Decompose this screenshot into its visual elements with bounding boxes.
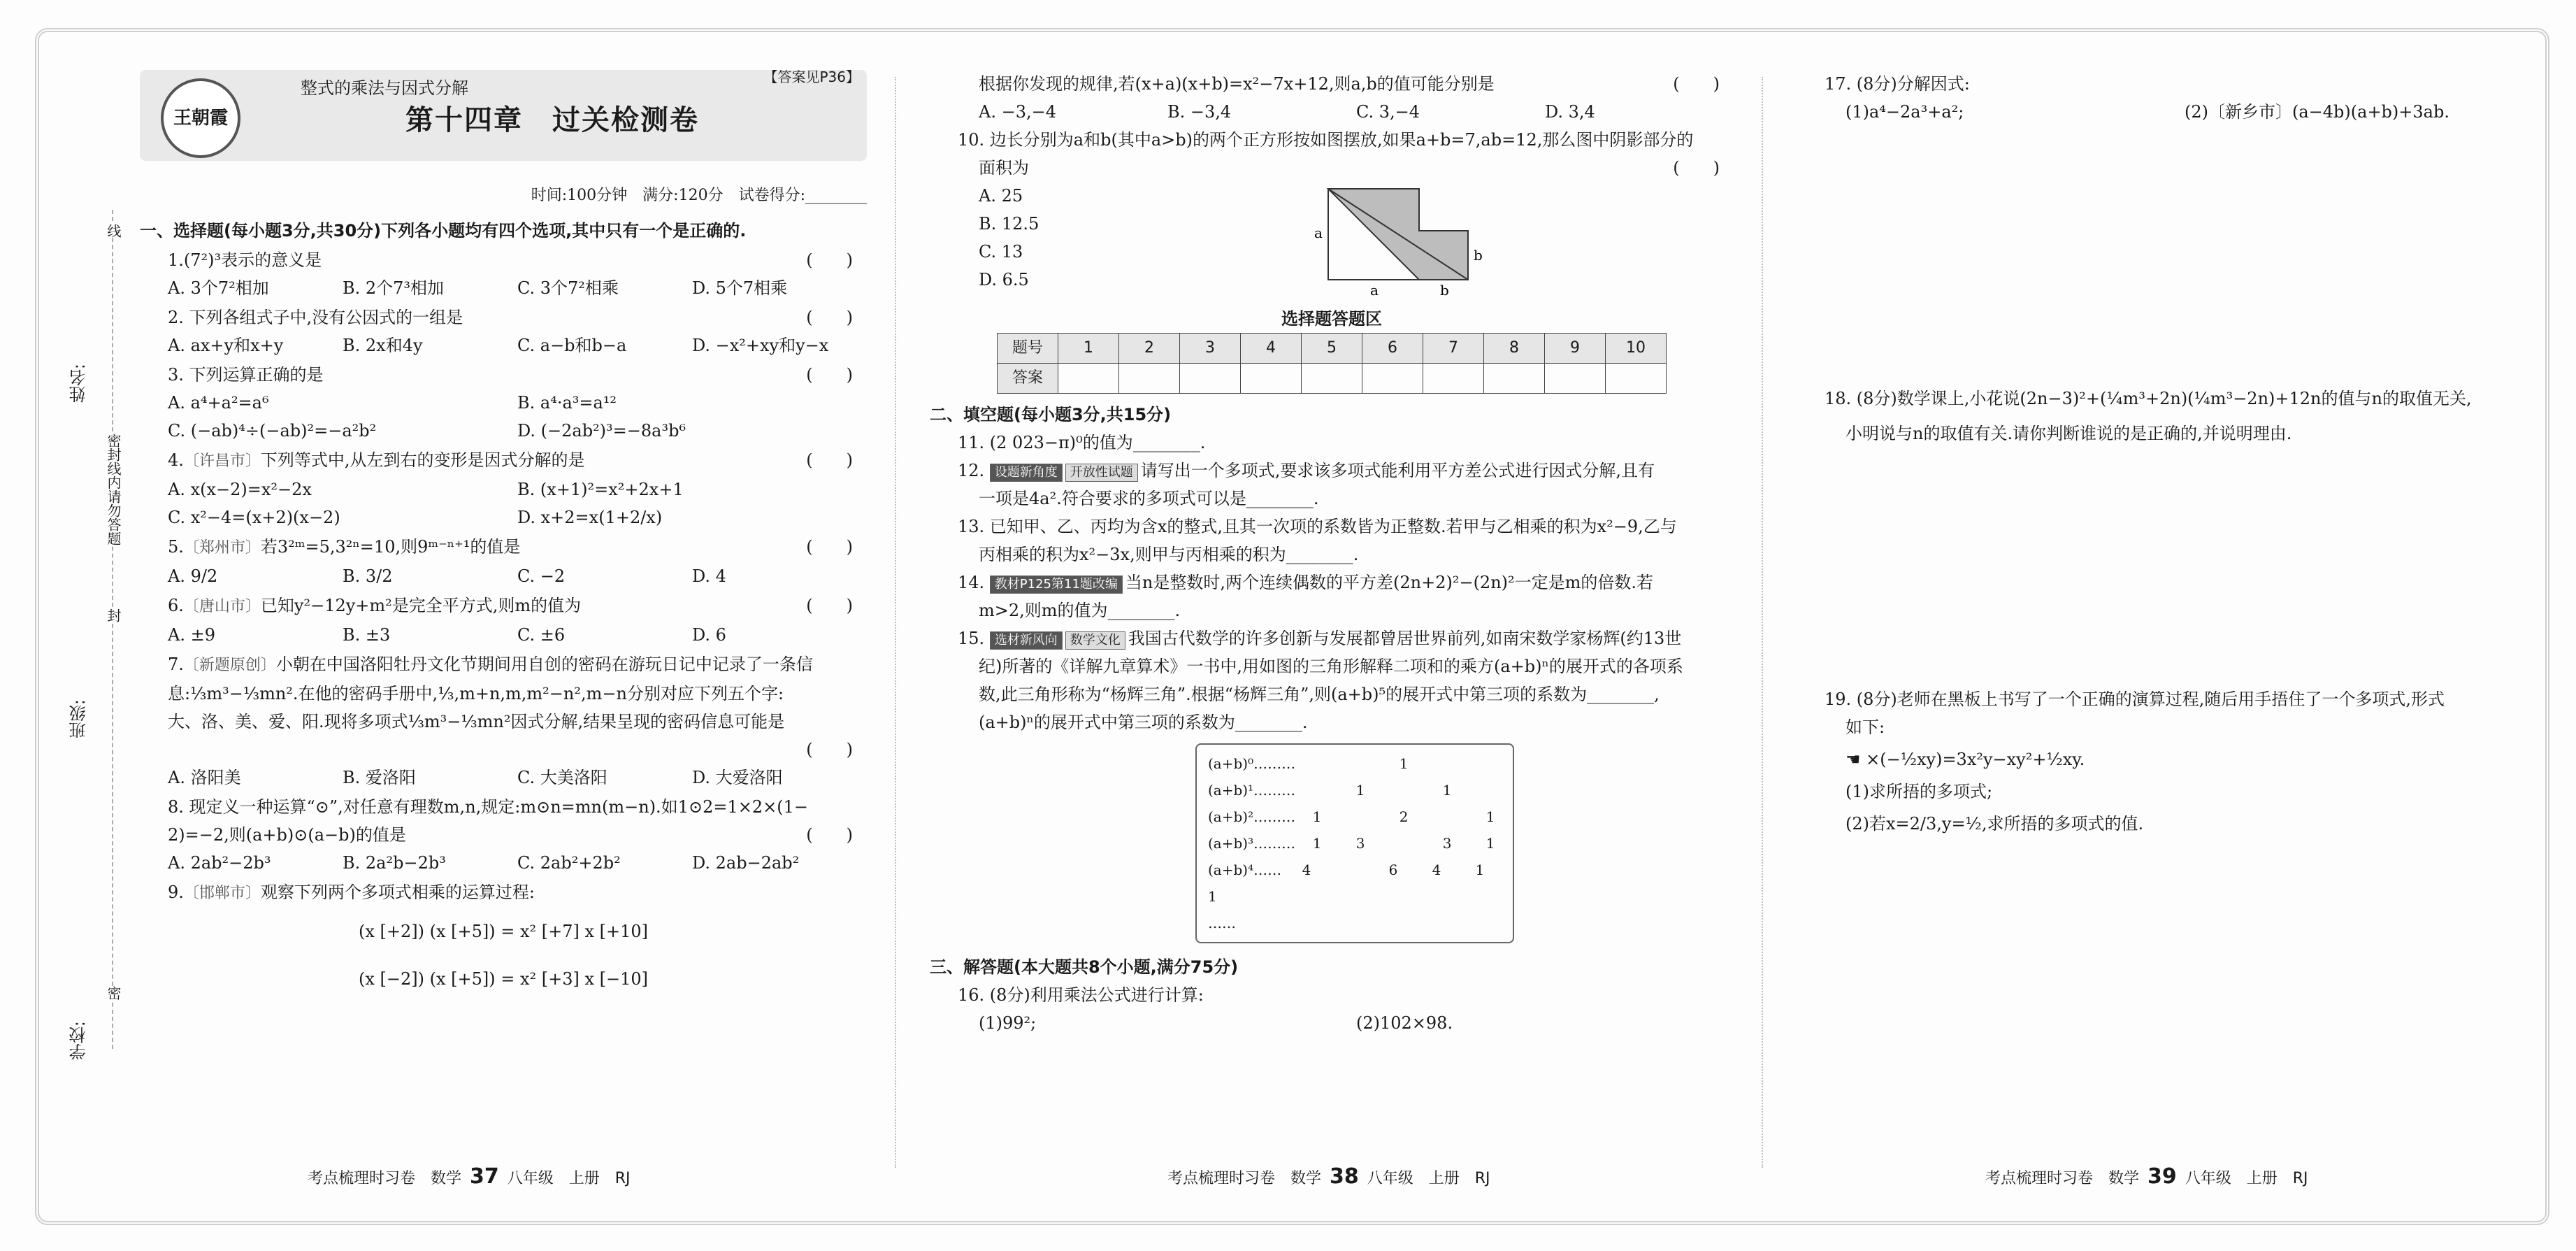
seal-note-4: 密	[103, 986, 124, 1000]
q10-squares-figure	[1300, 182, 1510, 301]
answer-cell[interactable]	[1241, 364, 1302, 394]
question-17: 17. (8分)分解因式:	[1825, 74, 1970, 94]
q3-options-ab: A. a⁴+a²=a⁶ B. a⁴·a³=a¹²	[168, 393, 617, 413]
question-14: 14. 教材P125第11题改编 当n是整数时,两个连续偶数的平方差(2n+2)²−(2n)²一定是m的倍数.若	[958, 573, 1654, 592]
pascal-row: (a+b)⁰……… 1	[1208, 755, 1409, 772]
answer-cell[interactable]	[1180, 364, 1241, 394]
question-6: ( ) 6.〔唐山市〕已知y²−12y+m²是完全平方式,则m的值为	[168, 596, 853, 615]
q10-options: A. 25 B. 12.5 C. 13 D. 6.5	[979, 186, 1039, 289]
name-label: 姓名:	[69, 364, 89, 403]
answer-table-header-row: 题号 1 2 3 4 5 6 7 8 9 10	[998, 334, 1667, 364]
chapter-title: 第十四章 过关检测卷	[405, 104, 699, 136]
answer-area-title: 选择题答题区	[1281, 309, 1382, 329]
q13-line-2: 丙相乘的积为x²−3x,则甲与丙相乘的积为________.	[979, 545, 1359, 564]
q4-options-cd: C. x²−4=(x+2)(x−2) D. x+2=x(1+2/x)	[168, 508, 663, 527]
question-18: 18. (8分)数学课上,小花说(2n−3)²+(¼m³+2n)(¼m³−2n)+12n的值与n的取值无关,	[1825, 389, 2472, 408]
answer-cell[interactable]	[1058, 364, 1119, 394]
column-2	[930, 70, 1734, 1161]
q4-options-ab: A. x(x−2)=x²−2x B. (x+1)²=x²+2x+1	[168, 480, 684, 499]
subject-title: 整式的乘法与因式分解	[301, 78, 468, 98]
section-3-title: 三、解答题(本大题共8个小题,满分75分)	[930, 957, 1239, 977]
answer-cell[interactable]	[1119, 364, 1180, 394]
q16-parts: (1)99²; (2)102×98.	[979, 1013, 1453, 1033]
answer-table	[997, 333, 1667, 394]
q9-expression-2: (x [−2]) (x [+5]) = x² [+3] x [−10]	[358, 969, 649, 989]
class-label: 班级:	[69, 699, 89, 739]
q19-line-2: 如下:	[1845, 717, 1885, 737]
column-3	[1825, 70, 2524, 1161]
answer-cell[interactable]	[1606, 364, 1667, 394]
q12-line-2: 一项是4a².符合要求的多项式可以是________.	[979, 489, 1319, 508]
column-divider-2	[1762, 77, 1763, 1168]
exam-meta: 时间:100分钟 满分:120分 试卷得分:________	[531, 187, 867, 204]
seal-note-2: 密封线内请勿答题	[103, 434, 124, 545]
question-3: ( ) 3. 下列运算正确的是	[168, 365, 853, 385]
q19-part-2: (2)若x=2/3,y=½,求所捂的多项式的值.	[1845, 814, 2144, 834]
q2-options: A. ax+y和x+y B. 2x和4y C. a−b和b−a D. −x²+xy和y−x	[168, 336, 829, 355]
column-divider-1	[895, 77, 896, 1168]
question-5: ( ) 5.〔郑州市〕若3²ᵐ=5,3²ⁿ=10,则9ᵐ⁻ⁿ⁺¹的值是	[168, 537, 853, 557]
q18-line-2: 小明说与n的取值有关.请你判断谁说的是正确的,并说明理由.	[1845, 424, 2292, 443]
q10-body	[930, 182, 1734, 301]
q9-options: A. −3,−4 B. −3,4 C. 3,−4 D. 3,4	[979, 102, 1595, 122]
svg-text:a: a	[1370, 282, 1379, 299]
answer-cell[interactable]	[1545, 364, 1606, 394]
footer-page-37: 考点梳理时习卷 数学 37 八年级 上册 RJ	[308, 1164, 631, 1189]
question-10: 10. 边长分别为a和b(其中a>b)的两个正方形按如图摆放,如果a+b=7,ab=12,那么图中阴影部分的	[958, 130, 1694, 150]
answer-cell[interactable]	[1423, 364, 1484, 394]
logo: 王朝霞	[161, 78, 240, 158]
pascal-row: (a+b)³……… 1 3 3 1	[1208, 835, 1495, 852]
q9-continued: ( ) 根据你发现的规律,若(x+a)(x+b)=x²−7x+12,则a,b的值可能分别是	[979, 74, 1720, 94]
q5-options: A. 9/2 B. 3/2 C. −2 D. 4	[168, 566, 726, 586]
answer-cell[interactable]	[1362, 364, 1423, 394]
seal-note-3: 封	[103, 608, 124, 622]
q9-expression-1: (x [+2]) (x [+5]) = x² [+7] x [+10]	[358, 922, 649, 941]
pascal-dots: ……	[1208, 915, 1236, 931]
question-12: 12. 设题新角度 开放性试题 请写出一个多项式,要求该多项式能利用平方差公式进行因式分解,且有	[958, 461, 1655, 480]
answer-cell[interactable]	[1302, 364, 1362, 394]
answer-cell[interactable]	[1484, 364, 1545, 394]
q6-options: A. ±9 B. ±3 C. ±6 D. 6	[168, 625, 726, 645]
q15-line-2: 纪)所著的《详解九章算术》一书中,用如图的三角形解释二项和的乘方(a+b)ⁿ的展开式的各项系	[979, 657, 1683, 676]
pascal-row: (a+b)⁴……1 4 6 4 1	[1208, 862, 1485, 905]
q15-line-3: 数,此三角形称为“杨辉三角”.根据“杨辉三角”,则(a+b)⁵的展开式中第三项的系数为________,	[979, 685, 1660, 704]
q1-options: A. 3个7²相加 B. 2个7³相加 C. 3个7²相乘 D. 5个7相乘	[168, 278, 788, 298]
question-13: 13. 已知甲、乙、丙均为含x的整式,且其一次项的系数皆为正整数.若甲与乙相乘的积为x²−9,乙与	[958, 517, 1677, 536]
svg-text:b: b	[1474, 247, 1483, 264]
q7-options: A. 洛阳美 B. 爱洛阳 C. 大美洛阳 D. 大爱洛阳	[168, 768, 783, 787]
question-15: 15. 选材新风向 数学文化 我国古代数学的许多创新与发展都曾居世界前列,如南宋数学家杨辉(约13世	[958, 629, 1682, 648]
answer-table-answer-row: 答案	[998, 364, 1667, 394]
question-16: 16. (8分)利用乘法公式进行计算:	[958, 985, 1204, 1005]
question-8: 8. 现定义一种运算“⊙”,对任意有理数m,n,规定:m⊙n=mn(m−n).如1⊙2=1×2×(1−	[168, 797, 808, 817]
q10-line-2: ( ) 面积为	[979, 158, 1720, 178]
question-2: ( ) 2. 下列各组式子中,没有公因式的一组是	[168, 308, 853, 327]
svg-text:b: b	[1440, 282, 1449, 299]
q8-options: A. 2ab²−2b³ B. 2a²b−2b³ C. 2ab²+2b² D. 2ab−2ab²	[168, 853, 800, 873]
q3-options-cd: C. (−ab)⁴÷(−ab)²=−a²b² D. (−2ab²)³=−8a³b⁶	[168, 421, 686, 441]
question-11: 11. (2 023−π)⁰的值为________.	[958, 433, 1206, 452]
answer-reference: 【答案见P36】	[763, 69, 860, 85]
question-1: ( ) 1.(7²)³表示的意义是	[168, 250, 853, 270]
q19-equation: ☚ ×(−½xy)=3x²y−xy²+½xy.	[1845, 750, 2085, 769]
question-9: 9.〔邯郸市〕观察下列两个多项式相乘的运算过程:	[168, 882, 535, 902]
seal-note-1: 线	[103, 224, 124, 238]
question-4: ( ) 4.〔许昌市〕下列等式中,从左到右的变形是因式分解的是	[168, 450, 853, 470]
q19-part-1: (1)求所捂的多项式;	[1845, 782, 1993, 801]
footer-page-38: 考点梳理时习卷 数学 38 八年级 上册 RJ	[1167, 1164, 1490, 1189]
question-19: 19. (8分)老师在黑板上书写了一个正确的演算过程,随后用手捂住了一个多项式,形式	[1825, 689, 2445, 709]
section-1-title: 一、选择题(每小题3分,共30分)下列各小题均有四个选项,其中只有一个是正确的.	[140, 221, 747, 241]
pascal-row: (a+b)¹……… 1 1	[1208, 782, 1452, 799]
q8-line-2: ( ) 2)=−2,则(a+b)⊙(a−b)的值是	[168, 825, 853, 845]
footer-page-39: 考点梳理时习卷 数学 39 八年级 上册 RJ	[1985, 1164, 2308, 1189]
svg-text:a: a	[1314, 224, 1323, 241]
q17-parts: (1)a⁴−2a³+a²; (2)〔新乡市〕(a−4b)(a+b)+3ab.	[1845, 102, 2449, 122]
section-2-title: 二、填空题(每小题3分,共15分)	[930, 405, 1172, 424]
school-label: 学校:	[69, 1021, 89, 1061]
seal-line	[112, 210, 113, 1049]
q7-bracket: ( )	[806, 740, 853, 759]
q7-line-2: 息:⅓m³−⅓mn².在他的密码手册中,⅓,m+n,m,m²−n²,m−n分别对应下列五个字:	[168, 684, 784, 703]
header-banner	[140, 70, 867, 161]
q14-line-2: m>2,则m的值为________.	[979, 601, 1181, 620]
pascal-row: (a+b)²……… 1 2 1	[1208, 808, 1495, 825]
pascal-triangle-box	[1195, 743, 1514, 943]
question-7: 7.〔新题原创〕小朝在中国洛阳牡丹文化节期间用自创的密码在游玩日记中记录了一条信	[168, 655, 813, 674]
q15-line-4: (a+b)ⁿ的展开式中第三项的系数为________.	[979, 713, 1308, 732]
q7-line-3: 大、洛、美、爱、阳.现将多项式⅓m³−⅓mn²因式分解,结果呈现的密码信息可能是	[168, 712, 785, 731]
column-1	[140, 70, 867, 1161]
